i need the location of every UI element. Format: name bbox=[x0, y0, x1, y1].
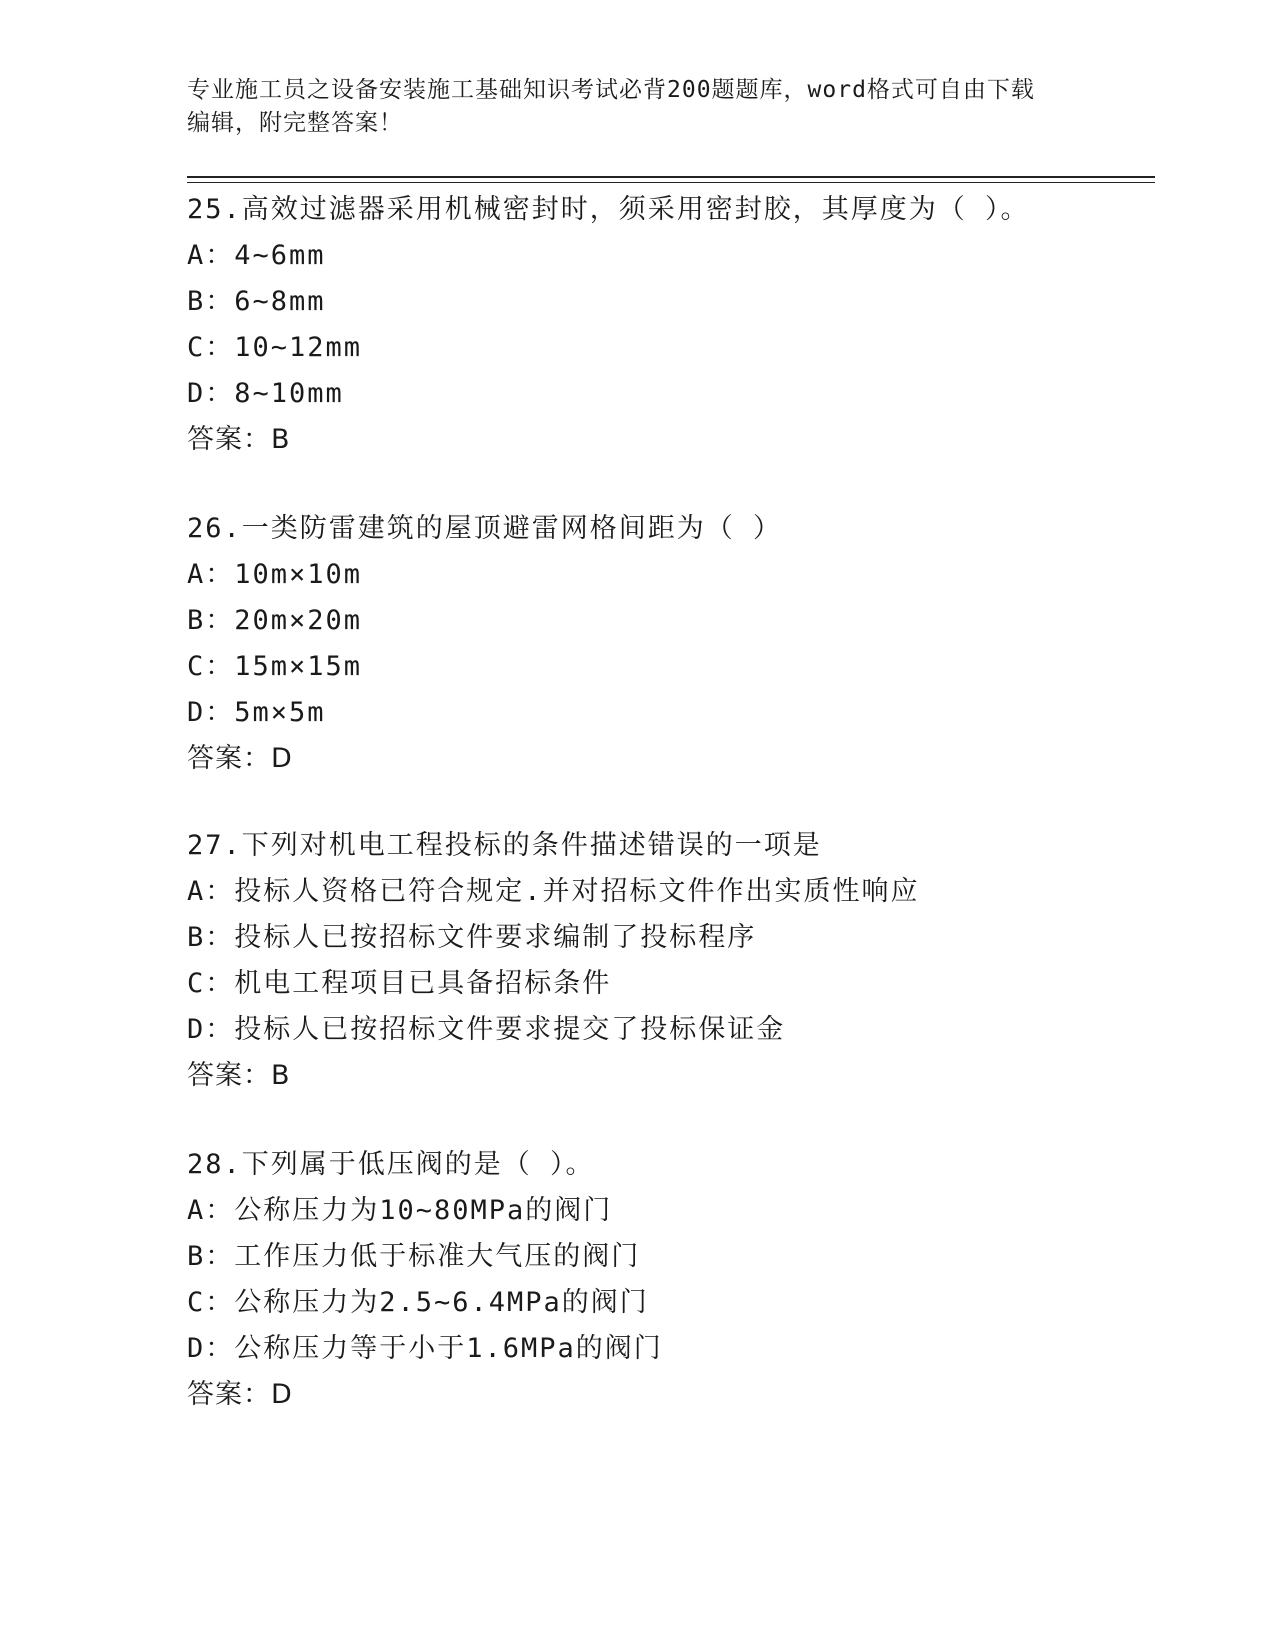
option-c: C：公称压力为2.5~6.4MPa的阀门 bbox=[187, 1287, 649, 1318]
option-a: A：10m×10m bbox=[187, 559, 363, 590]
option-c: C：10~12mm bbox=[187, 332, 363, 363]
question-stem: 27.下列对机电工程投标的条件描述错误的一项是 bbox=[187, 830, 822, 861]
question-25 bbox=[187, 187, 1167, 463]
answer: 答案：D bbox=[187, 1379, 293, 1410]
question-26 bbox=[187, 506, 1167, 782]
option-d: D：公称压力等于小于1.6MPa的阀门 bbox=[187, 1333, 663, 1364]
option-a: A：公称压力为10~80MPa的阀门 bbox=[187, 1195, 613, 1226]
option-d: D：8~10mm bbox=[187, 378, 344, 409]
option-c: C：机电工程项目已具备招标条件 bbox=[187, 968, 612, 999]
answer: 答案：B bbox=[187, 1060, 291, 1091]
option-b: B：20m×20m bbox=[187, 605, 363, 636]
option-a: A：4~6mm bbox=[187, 240, 326, 271]
question-28 bbox=[187, 1142, 1167, 1418]
option-b: B：6~8mm bbox=[187, 286, 326, 317]
answer: 答案：B bbox=[187, 424, 291, 455]
option-a: A：投标人资格已符合规定.并对招标文件作出实质性响应 bbox=[187, 876, 920, 907]
option-c: C：15m×15m bbox=[187, 651, 363, 682]
option-d: D：5m×5m bbox=[187, 697, 326, 728]
header-line-1: 专业施工员之设备安装施工基础知识考试必背200题题库，word格式可自由下载 bbox=[187, 77, 1035, 103]
document-header bbox=[187, 74, 1087, 140]
header-line-2: 编辑，附完整答案！ bbox=[187, 110, 403, 136]
question-stem: 25.高效过滤器采用机械密封时，须采用密封胶，其厚度为（ ）。 bbox=[187, 194, 1030, 225]
option-d: D：投标人已按招标文件要求提交了投标保证金 bbox=[187, 1014, 786, 1045]
header-divider-thick bbox=[187, 176, 1155, 178]
question-27 bbox=[187, 823, 1167, 1099]
option-b: B：工作压力低于标准大气压的阀门 bbox=[187, 1241, 641, 1272]
answer: 答案：D bbox=[187, 743, 293, 774]
question-stem: 28.下列属于低压阀的是（ ）。 bbox=[187, 1149, 595, 1180]
header-divider-thin bbox=[187, 182, 1155, 183]
option-b: B：投标人已按招标文件要求编制了投标程序 bbox=[187, 922, 757, 953]
question-stem: 26.一类防雷建筑的屋顶避雷网格间距为（ ） bbox=[187, 513, 783, 544]
